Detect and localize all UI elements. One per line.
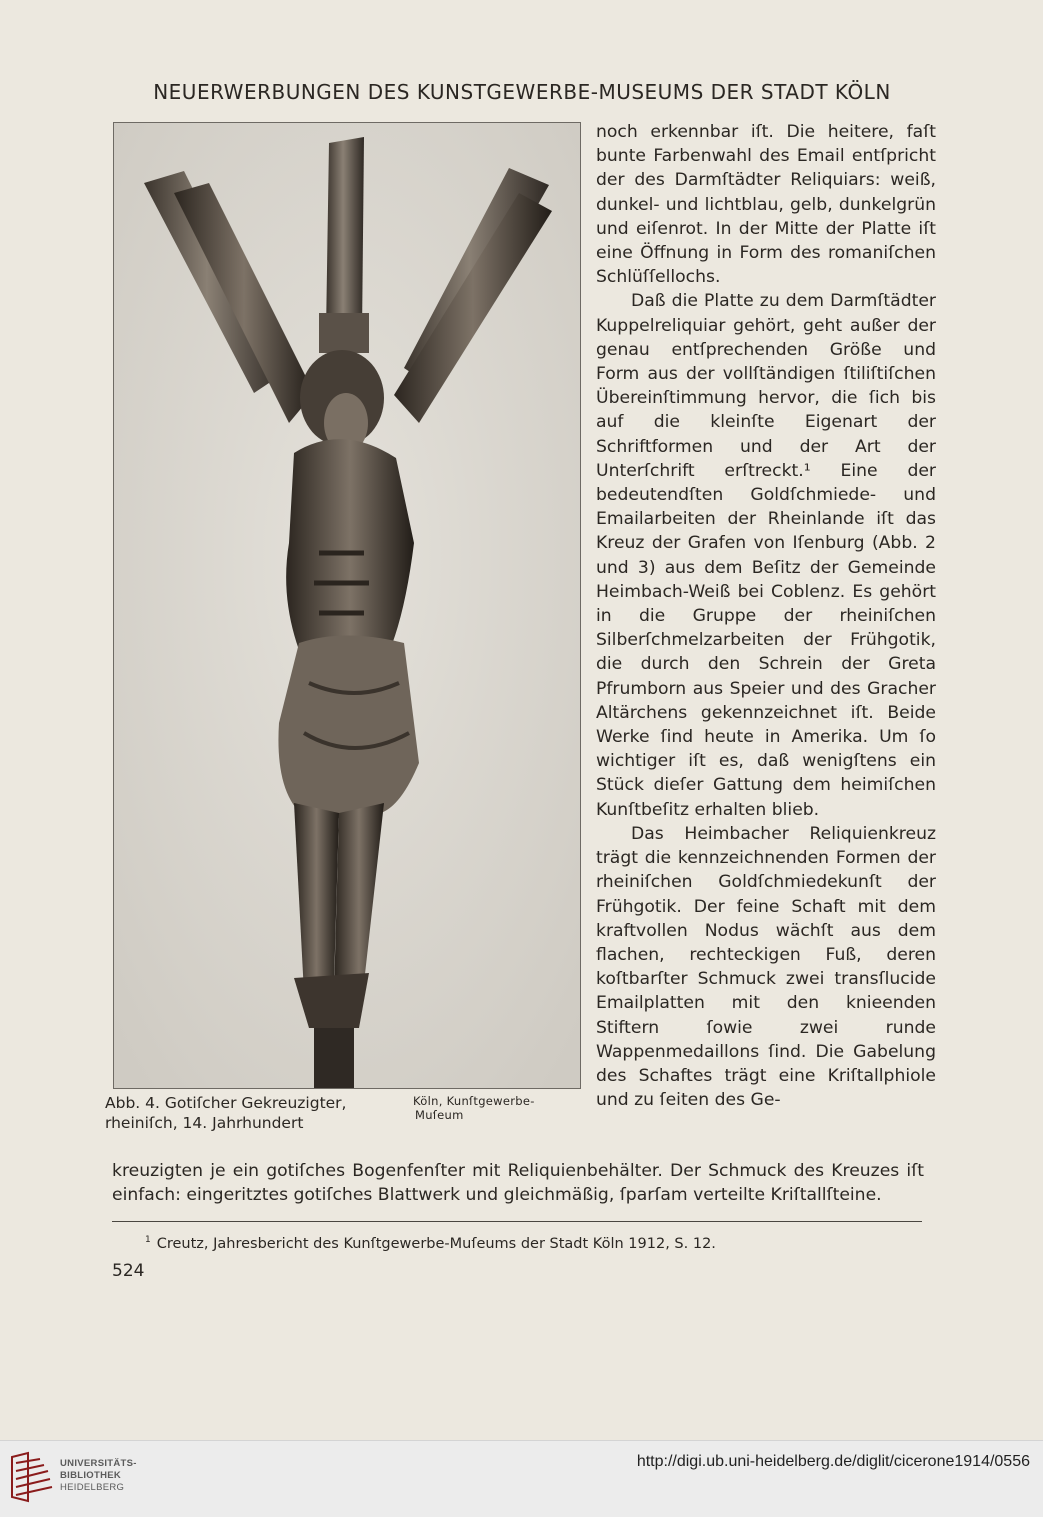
footnote bbox=[145, 1235, 925, 1252]
credit-line: Muſeum bbox=[415, 1108, 464, 1122]
library-name-line: HEIDELBERG bbox=[60, 1482, 125, 1493]
footnote-marker: 1 bbox=[145, 1235, 151, 1245]
viewer-footer-bar bbox=[0, 1440, 1043, 1517]
body-column bbox=[596, 120, 936, 1112]
paragraph-2: Daß die Platte zu dem Darmſtädter Kuppelreliquiar gehört, geht außer der genau entſprechenden Größe und Form aus der vollſtändigen ſtiliſtiſchen Übereinſtimmung hervor, die ſich bis auf die kleinſte Eigenart der Schriftformen und der Art der Unterſchrift erſtreckt.¹ Eine der bedeutendſten Goldſchmiede- und Emailarbeiten der Rheinlande iſt das Kreuz der Grafen von Iſenburg (Abb. 2 und 3) aus dem Beſitz der Gemeinde Heimbach-Weiß bei Coblenz. Es gehört in die Gruppe der rheiniſchen Silberſchmelzarbeiten der Frühgotik, die durch den Schrein der Greta Pfrumborn aus Speier und des Gracher Altärchens gekennzeichnet iſt. Beide Werke ſind heute in Amerika. Um ſo wichtiger iſt es, daß wenigſtens ein Stück dieſer Gattung dem heimiſchen Kunſtbeſitz erhalten blieb. bbox=[596, 291, 936, 820]
credit-line: Köln, Kunſtgewerbe- bbox=[413, 1094, 535, 1108]
figure-credit bbox=[413, 1094, 583, 1122]
caption-line: Abb. 4. Gotiſcher Gekreuzigter, bbox=[105, 1094, 347, 1112]
library-name bbox=[60, 1458, 137, 1494]
library-name-line: UNIVERSITÄTS- bbox=[60, 1458, 137, 1469]
crucifix-photograph bbox=[113, 122, 581, 1089]
full-width-paragraph: kreuzigten je ein gotiſches Bogenfenſter mit Reliquienbehälter. Der Schmuck des Kreuzes iſt einfach: eingeritztes gotiſches Blattwerk und gleichmäßig, ſparſam verteilte Kriſtallſteine. bbox=[112, 1161, 924, 1206]
footnote-text: Creutz, Jahresbericht des Kunſtgewerbe-Muſeums der Stadt Köln 1912, S. 12. bbox=[156, 1235, 716, 1252]
paragraph-1: noch erkennbar iſt. Die heitere, faſt bunte Farbenwahl des Email entſpricht der des Darmſtädter Reliquiars: weiß, dunkel- und lichtblau, gelb, dunkelgrün und eiſenrot. In der Mitte der Platte iſt eine Öffnung in Form des romaniſchen Schlüſſellochs. bbox=[596, 122, 936, 288]
caption-line: rheiniſch, 14. Jahrhundert bbox=[105, 1114, 304, 1132]
crucifix-image bbox=[114, 123, 580, 1088]
running-header: NEUERWERBUNGEN DES KUNSTGEWERBE-MUSEUMS DER STADT KÖLN bbox=[153, 80, 891, 104]
paragraph-3: Das Heimbacher Reliquienkreuz trägt die kennzeichnenden Formen der rheiniſchen Goldſchmiedekunſt der Frühgotik. Der feine Schaft mit dem kraftvollen Nodus wächſt aus dem flachen, rechteckigen Fuß, deren koſtbarſter Schmuck zwei transſlucide Emailplatten mit den knieenden Stiftern ſowie zwei runde Wappenmedaillons ſind. Die Gabelung des Schaftes trägt eine Kriſtallphiole und zu ſeiten des Ge- bbox=[596, 823, 936, 1111]
footnote-divider bbox=[112, 1221, 922, 1222]
permalink-url[interactable]: http://digi.ub.uni-heidelberg.de/diglit/cicerone1914/0556 bbox=[636, 1453, 1030, 1470]
library-logo-icon bbox=[10, 1451, 54, 1503]
library-name-line: BIBLIOTHEK bbox=[60, 1470, 122, 1481]
page-number: 524 bbox=[112, 1261, 145, 1281]
figure-caption bbox=[105, 1093, 405, 1133]
